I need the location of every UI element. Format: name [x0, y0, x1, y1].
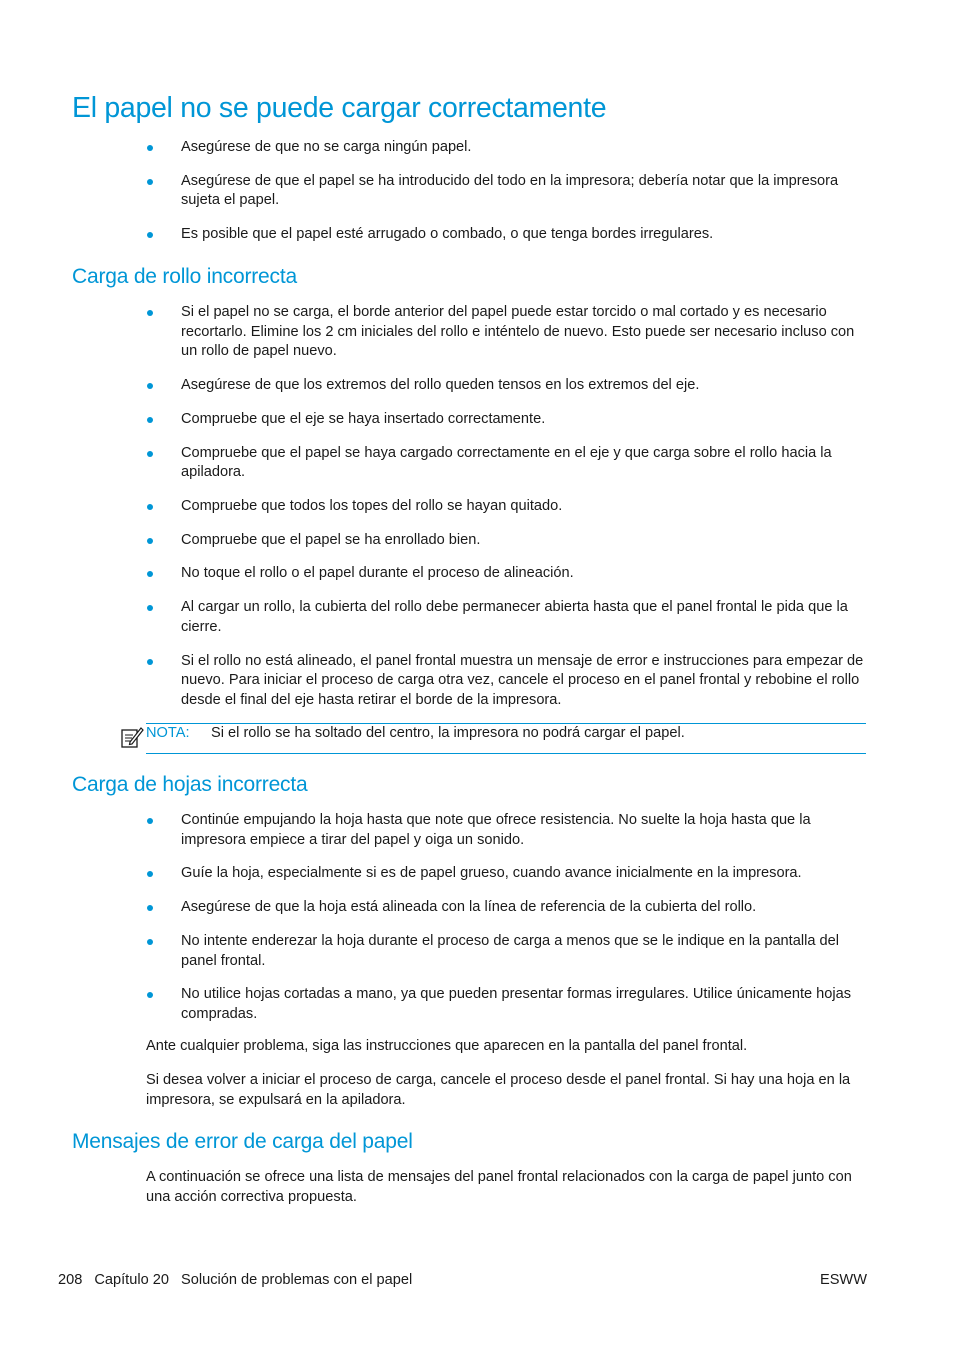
list-item: Compruebe que el eje se haya insertado correctamente.	[0, 410, 954, 430]
section-heading-errors: Mensajes de error de carga del papel	[72, 1130, 413, 1153]
footer-right: ESWW	[819, 1272, 867, 1288]
paragraph: Si desea volver a iniciar el proceso de carga, cancele el proceso desde el panel frontal. Si hay una hoja en la impresora, se expulsará en la apiladora.	[146, 1072, 851, 1108]
sheet-list	[0, 811, 954, 1039]
page-number: 208	[58, 1272, 83, 1288]
intro-list	[0, 138, 954, 259]
list-item: No intente enderezar la hoja durante el proceso de carga a menos que se le indique en la pantalla del panel frontal.	[0, 932, 954, 971]
note-icon	[120, 725, 144, 749]
roll-list	[0, 303, 954, 725]
list-item: Continúe empujando la hoja hasta que note que ofrece resistencia. No suelte la hoja hasta que la impresora empiece a tirar del papel y oiga un sonido.	[0, 811, 954, 850]
chapter-label: Capítulo 20	[94, 1272, 170, 1288]
note-label: NOTA:	[146, 725, 190, 741]
note-box	[146, 723, 866, 754]
list-item: No toque el rollo o el papel durante el proceso de alineación.	[0, 564, 954, 584]
list-item: Compruebe que el papel se ha enrollado bien.	[0, 531, 954, 551]
list-item: Asegúrese de que los extremos del rollo queden tensos en los extremos del eje.	[0, 376, 954, 396]
list-item: Si el papel no se carga, el borde anterior del papel puede estar torcido o mal cortado y es necesario recortarlo. Elimine los 2 cm iniciales del rollo e inténtelo de nuevo. Esto puede ser necesario incluso con un rollo de papel nuevo.	[0, 303, 954, 362]
list-item: Si el rollo no está alineado, el panel frontal muestra un mensaje de error e instrucciones para empezar de nuevo. Para iniciar el proceso de carga otra vez, cancele el proceso en el panel frontal y rebobine el rollo desde el final del eje hasta retirar el borde de la impresora.	[0, 652, 954, 711]
list-item: Al cargar un rollo, la cubierta del rollo debe permanecer abierta hasta que el panel frontal le pida que la cierre.	[0, 598, 954, 637]
page-title: El papel no se puede cargar correctamente	[72, 92, 607, 124]
list-item: Compruebe que el papel se haya cargado correctamente en el eje y que carga sobre el rollo hacia la apiladora.	[0, 444, 954, 483]
list-item: Guíe la hoja, especialmente si es de papel grueso, cuando avance inicialmente en la impresora.	[0, 864, 954, 884]
list-item: Compruebe que todos los topes del rollo se hayan quitado.	[0, 497, 954, 517]
section-heading-roll: Carga de rollo incorrecta	[72, 265, 297, 288]
paragraph: A continuación se ofrece una lista de mensajes del panel frontal relacionados con la carga de papel junto con una acción correctiva propuesta.	[146, 1169, 852, 1205]
section-heading-sheet: Carga de hojas incorrecta	[72, 773, 308, 796]
note-text: Si el rollo se ha soltado del centro, la impresora no podrá cargar el papel.	[211, 725, 685, 741]
chapter-title: Solución de problemas con el papel	[181, 1272, 413, 1288]
list-item: Asegúrese de que la hoja está alineada con la línea de referencia de la cubierta del rollo.	[0, 898, 954, 918]
list-item: Asegúrese de que el papel se ha introducido del todo en la impresora; debería notar que la impresora sujeta el papel.	[0, 172, 954, 211]
list-item: No utilice hojas cortadas a mano, ya que pueden presentar formas irregulares. Utilice únicamente hojas compradas.	[0, 985, 954, 1024]
list-item: Asegúrese de que no se carga ningún papel.	[0, 138, 954, 158]
list-item: Es posible que el papel esté arrugado o combado, o que tenga bordes irregulares.	[0, 225, 954, 245]
paragraph: Ante cualquier problema, siga las instrucciones que aparecen en la pantalla del panel frontal.	[146, 1038, 748, 1054]
